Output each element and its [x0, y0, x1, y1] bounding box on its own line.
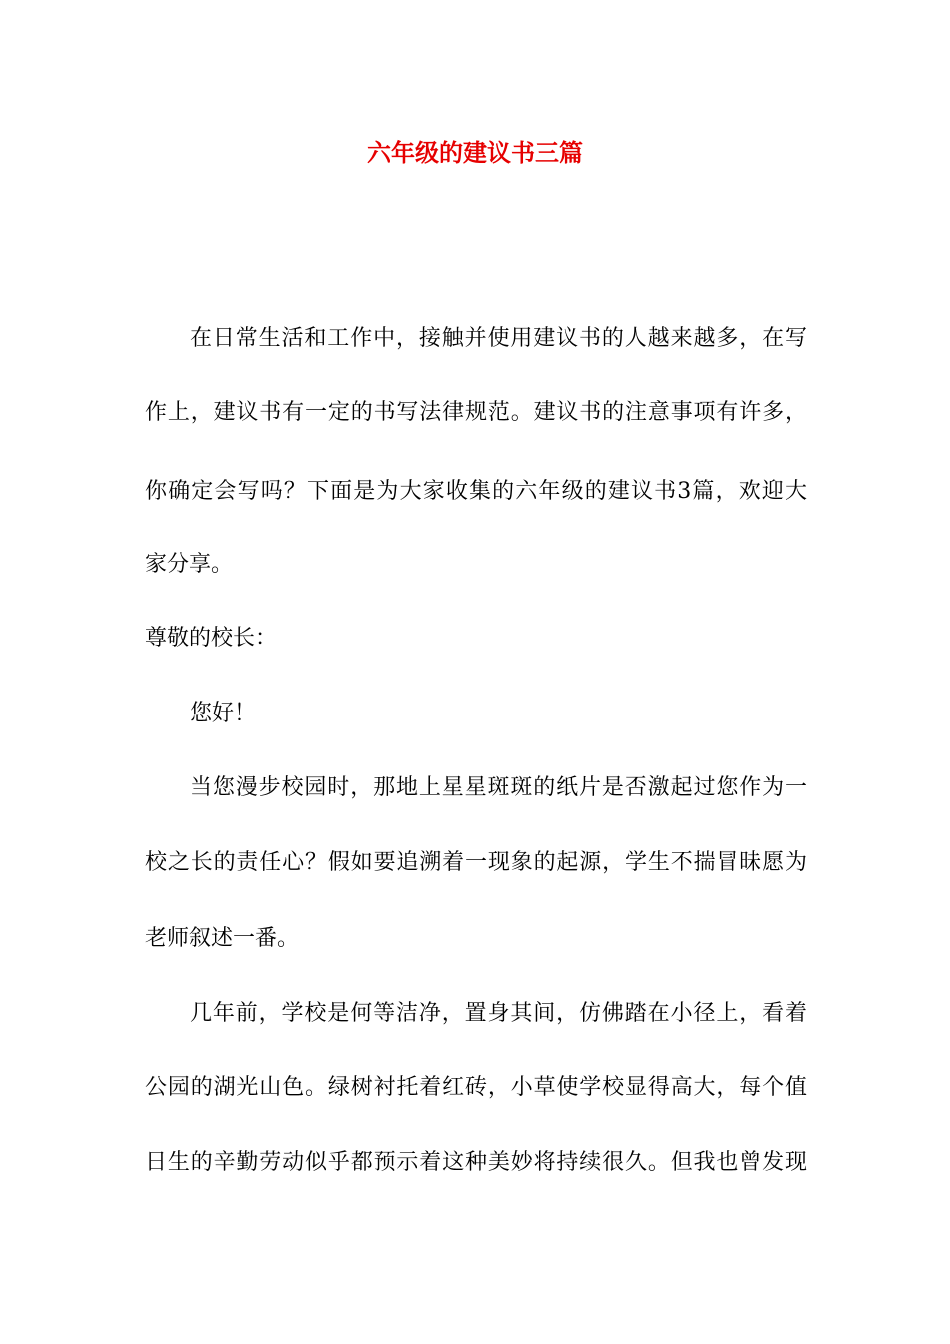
- paragraph-line: 家分享。: [145, 552, 234, 577]
- greeting: 您好！: [190, 701, 257, 726]
- paragraph-line: 作上，建议书有一定的书写法律规范。建议书的注意事项有许多，: [145, 400, 807, 425]
- salutation: 尊敬的校长：: [145, 626, 278, 651]
- paragraph-line: 校之长的责任心？假如要追溯着一现象的起源，学生不揣冒昧愿为: [145, 850, 807, 875]
- paragraph-line: 几年前，学校是何等洁净，置身其间，仿佛踏在小径上，看着: [190, 1001, 807, 1026]
- paragraph-line: 老师叙述一番。: [145, 926, 300, 951]
- paragraph-line: 在日常生活和工作中，接触并使用建议书的人越来越多，在写: [190, 326, 807, 351]
- paragraph-line: 日生的辛勤劳动似乎都预示着这种美妙将持续很久。但我也曾发现: [145, 1150, 807, 1175]
- paragraph-line: 公园的湖光山色。绿树衬托着红砖，小草使学校显得高大，每个值: [145, 1075, 807, 1100]
- paragraph-line: 当您漫步校园时，那地上星星斑斑的纸片是否激起过您作为一: [190, 775, 807, 800]
- document-title: 六年级的建议书三篇: [367, 138, 583, 167]
- paragraph-line: 你确定会写吗？下面是为大家收集的六年级的建议书3篇，欢迎大: [145, 479, 807, 504]
